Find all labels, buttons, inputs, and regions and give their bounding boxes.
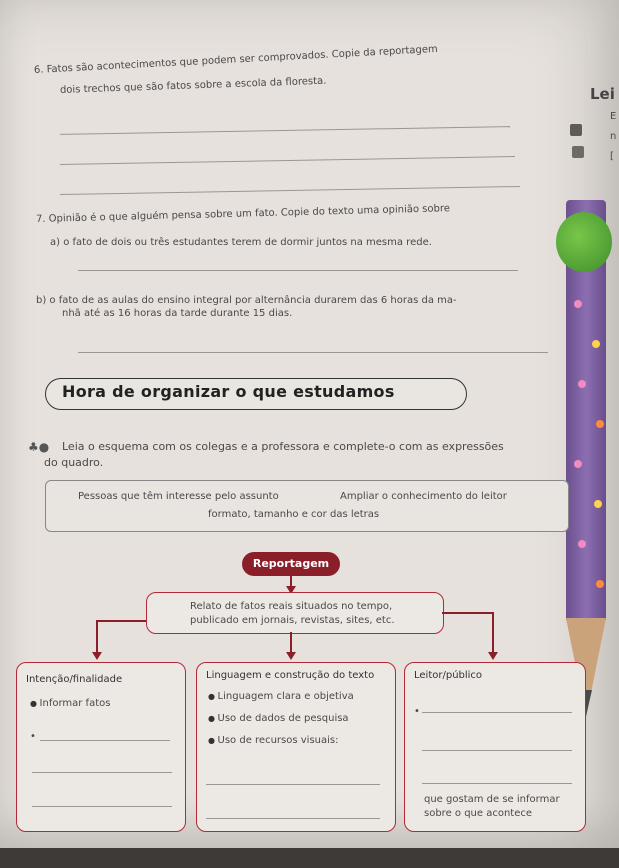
column-heading-audience: Leitor/público xyxy=(414,670,483,681)
expression-2: Ampliar o conhecimento do leitor xyxy=(340,491,507,502)
answer-line[interactable] xyxy=(40,740,170,741)
diagram-title: Reportagem xyxy=(252,557,330,570)
expression-1: Pessoas que têm interesse pelo assunto xyxy=(78,491,279,502)
answer-line[interactable] xyxy=(422,783,572,784)
answer-line[interactable] xyxy=(32,806,172,807)
arrowhead xyxy=(92,652,102,660)
q7-prompt: 7. Opinião é o que alguém pensa sobre um fato. Copie do texto uma opinião sobre xyxy=(35,203,451,225)
definition-line1: Relato de fatos reais situados no tempo, xyxy=(190,601,393,612)
flower-dot xyxy=(594,500,602,508)
q7-item-a: a) o fato de dois ou três estudantes terem de dormir juntos na mesma rede. xyxy=(50,237,432,248)
side-letter-2: n xyxy=(610,131,617,142)
answer-line[interactable] xyxy=(206,784,380,785)
side-icon-1 xyxy=(570,124,582,136)
section-title: Hora de organizar o que estudamos xyxy=(62,382,395,401)
q6-prompt-line2: dois trechos que são fatos sobre a escola da floresta. xyxy=(59,75,327,96)
audience-tail-line2: sobre o que acontece xyxy=(424,808,533,819)
answer-line[interactable] xyxy=(78,270,518,271)
pencil-eraser xyxy=(556,212,612,272)
q6-prompt-line1: 6. Fatos são acontecimentos que podem ser comprovados. Copie da reportagem xyxy=(33,43,439,76)
flower-dot xyxy=(574,300,582,308)
connector xyxy=(96,620,98,656)
flower-dot xyxy=(596,420,604,428)
side-heading: Lei xyxy=(590,85,615,103)
answer-line[interactable] xyxy=(78,352,548,353)
flower-dot xyxy=(578,540,586,548)
column-heading-purpose: Intenção/finalidade xyxy=(26,674,123,685)
side-icon-2 xyxy=(572,146,584,158)
column-heading-language: Linguagem e construção do texto xyxy=(206,670,375,681)
flower-dot xyxy=(596,580,604,588)
instruction-line1: Leia o esquema com os colegas e a professora e complete-o com as expressões xyxy=(62,440,504,453)
definition-box xyxy=(146,592,444,634)
column-box-language xyxy=(196,662,396,832)
answer-line[interactable] xyxy=(422,712,572,713)
answer-line[interactable] xyxy=(422,750,572,751)
language-item: ● Uso de dados de pesquisa xyxy=(208,712,349,725)
connector xyxy=(96,620,146,622)
side-letter-3: [ xyxy=(610,151,614,162)
q7-item-b-line2: nhã até as 16 horas da tarde durante 15 dias. xyxy=(62,308,293,319)
purpose-item: ● Informar fatos xyxy=(30,697,110,710)
instruction-line2: do quadro. xyxy=(44,456,104,469)
answer-line[interactable] xyxy=(206,818,380,819)
bullet-mark: • xyxy=(30,731,36,742)
bullet-mark: • xyxy=(414,706,420,717)
connector xyxy=(492,612,494,654)
definition-line2: publicado em jornais, revistas, sites, etc. xyxy=(190,615,395,626)
connector xyxy=(290,632,292,654)
flower-dot xyxy=(578,380,586,388)
language-item: ● Linguagem clara e objetiva xyxy=(208,690,354,703)
expression-3: formato, tamanho e cor das letras xyxy=(208,509,380,520)
expressions-box xyxy=(45,480,569,532)
arrowhead xyxy=(488,652,498,660)
q7-item-b-line1: b) o fato de as aulas do ensino integral por alternância durarem das 6 horas da ma- xyxy=(36,295,457,306)
audience-tail-line1: que gostam de se informar xyxy=(424,794,560,805)
connector xyxy=(442,612,492,614)
answer-line[interactable] xyxy=(32,772,172,773)
flower-dot xyxy=(574,460,582,468)
side-letter-1: E xyxy=(610,111,617,122)
group-activity-icon: ♣● xyxy=(28,440,50,454)
flower-dot xyxy=(592,340,600,348)
language-item: ● Uso de recursos visuais: xyxy=(208,734,338,747)
arrowhead xyxy=(286,652,296,660)
